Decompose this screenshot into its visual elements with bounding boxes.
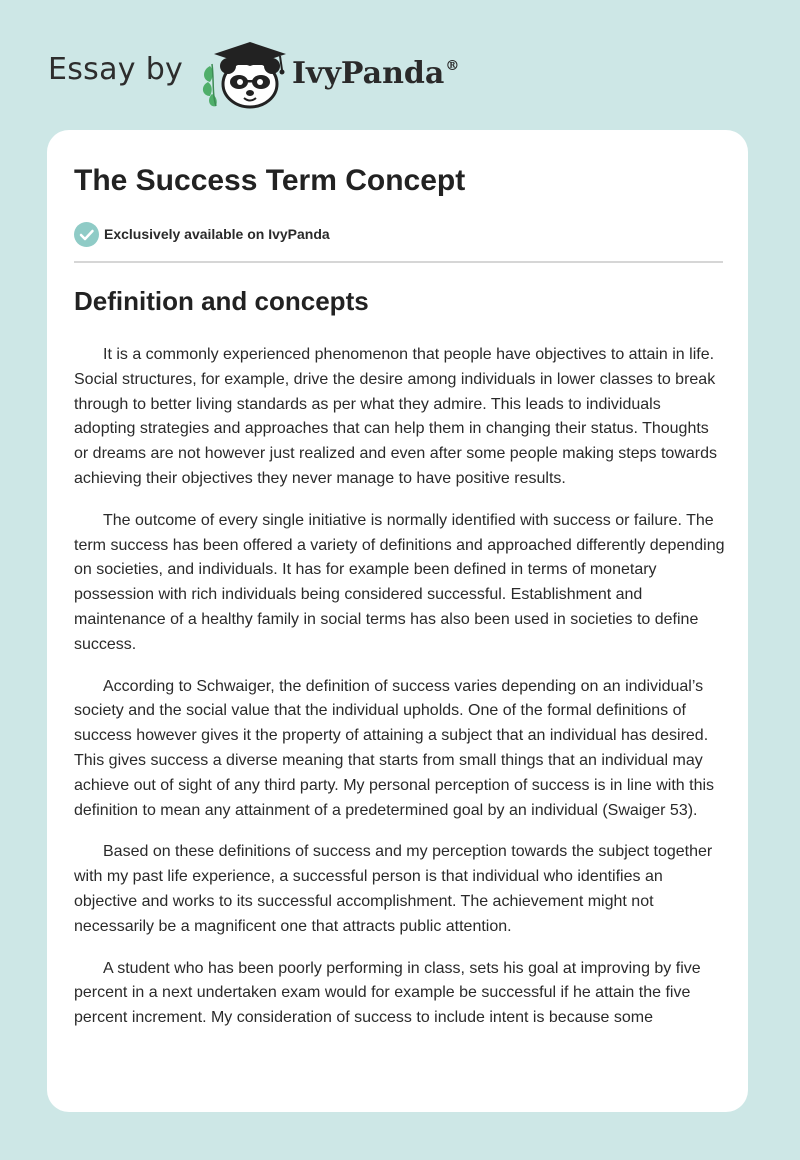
paragraph: The outcome of every single initiative is normally identified with success or failure. The term success has been offered a variety of definitions and approached differently depending on societies, and individuals. It has for example been defined in terms of monetary possession with rich individuals being considered successful. Establishment and maintenance of a healthy family in social terms has also been used in societies to define success. <box>74 511 725 653</box>
title-divider <box>74 261 723 263</box>
exclusive-badge <box>74 221 330 247</box>
panda-graduate-icon <box>200 36 292 110</box>
paragraph: Based on these definitions of success and my perception towards the subject together with my past life experience, a successful person is that individual who identifies an objective and works to its successful accomplishment. The achievement might not necessarily be a magnificent one that attracts public attention. <box>74 843 713 935</box>
paragraph: It is a commonly experienced phenomenon that people have objectives to attain in life. Social structures, for example, drive the desire among individuals in lower classes to break through to better living standards as per what they admire. This leads to individuals adopting strategies and approaches that can help them in changing their status. Thoughts or dreams are not however just realized and even after some people making steps towards achieving their objectives they never manage to have positive results. <box>74 346 718 487</box>
essay-card <box>47 130 748 1112</box>
paragraph: A student who has been poorly performing in class, sets his goal at improving by five percent in a next undertaken exam would for example be successful if he attain the five percent increment. My consideration of success to include intent is because some <box>74 959 701 1027</box>
essay-body <box>74 343 726 1048</box>
brand-prefix: Essay by <box>48 52 184 87</box>
section-heading: Definition and concepts <box>74 286 369 316</box>
site-header <box>0 0 800 130</box>
paragraph: According to Schwaiger, the definition of success varies depending on an individual’s society and the social value that the individual upholds. One of the formal definitions of success however gives it the property of attaining a subject that an individual has desired. This gives success a diverse meaning that starts from small things that an individual may achieve out of sight of any third party. My personal perception of success is in line with this definition to mean any attainment of a predetermined goal by an individual (Swaiger 53). <box>74 677 715 819</box>
essay-title: The Success Term Concept <box>74 164 466 197</box>
check-circle-icon <box>74 222 99 247</box>
registered-mark: ® <box>445 58 460 74</box>
brand-name: IvyPanda® <box>292 56 460 91</box>
exclusive-badge-text: Exclusively available on IvyPanda <box>104 226 330 242</box>
